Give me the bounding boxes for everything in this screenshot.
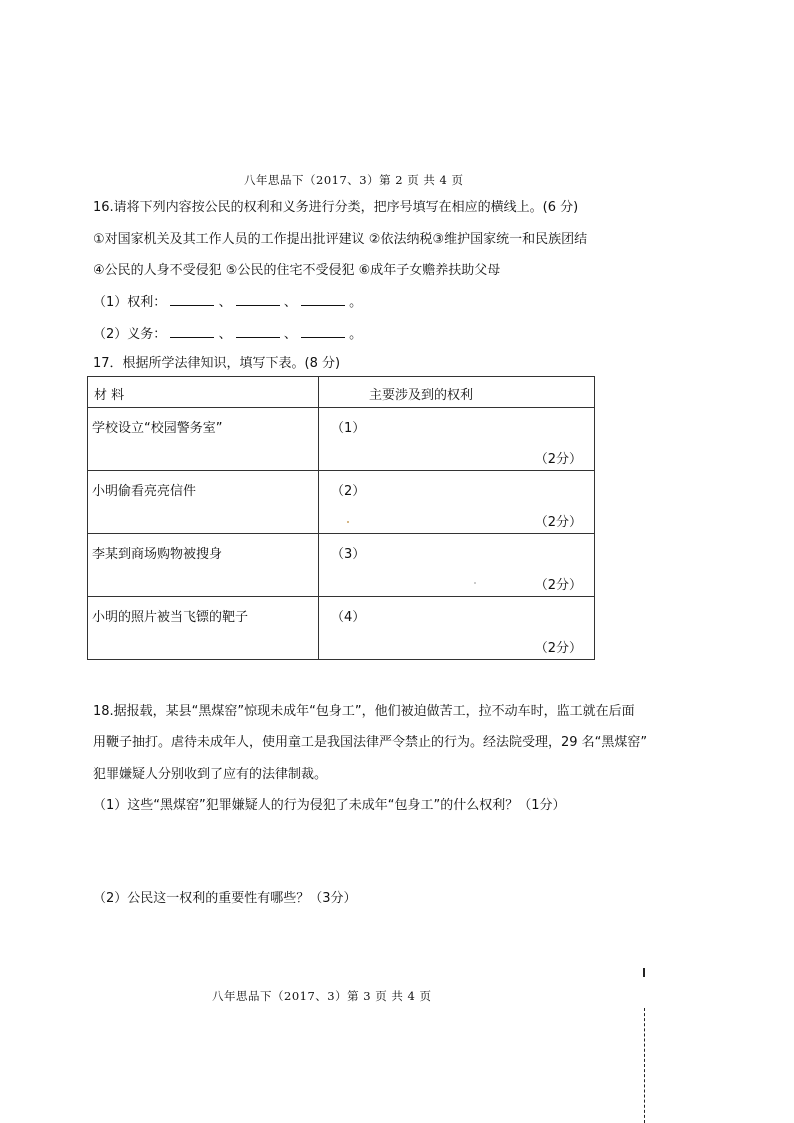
answer-cell[interactable] xyxy=(319,597,595,660)
answer-number: （1） xyxy=(331,421,366,436)
q18-paragraph-line-2: 用鞭子抽打。虐待未成年人，使用童工是我国法律严令禁止的行为。经法院受理，29 名“黑煤窑” xyxy=(93,735,648,750)
answer-cell[interactable] xyxy=(319,408,595,471)
q18-subquestion-1: （1）这些“黑煤窑”犯罪嫌疑人的行为侵犯了未成年“包身工”的什么权利？（1分） xyxy=(93,798,566,813)
score-label: （2分） xyxy=(534,578,582,593)
rights-table xyxy=(87,376,595,660)
q18-paragraph-line-1: 18.据报载，某县“黑煤窑”惊现未成年“包身工”，他们被迫做苦工，拉不动车时，监工就在后面 xyxy=(93,704,635,719)
duties-blank-2[interactable] xyxy=(236,325,280,338)
q18-paragraph-line-3: 犯罪嫌疑人分别收到了应有的法律制裁。 xyxy=(93,767,328,782)
q16-duties-row xyxy=(93,323,362,342)
separator: 、 xyxy=(218,327,232,342)
rights-blank-1[interactable] xyxy=(170,293,214,306)
q16-duties-label: （2）义务： xyxy=(93,327,167,342)
material-cell: 李某到商场购物被搜身 xyxy=(92,547,223,562)
end-mark: 。 xyxy=(349,295,363,310)
table-header-row xyxy=(88,377,595,408)
header-material: 材 料 xyxy=(94,388,125,403)
separator: 、 xyxy=(283,295,297,310)
table-row xyxy=(88,597,595,660)
q18-subquestion-2: （2）公民这一权利的重要性有哪些？（3分） xyxy=(93,891,357,906)
binding-dashed-line xyxy=(644,1008,645,1123)
q16-rights-label: （1）权利： xyxy=(93,295,167,310)
end-mark: 。 xyxy=(349,327,363,342)
duties-blank-3[interactable] xyxy=(301,325,345,338)
score-label: （2分） xyxy=(534,515,582,530)
material-cell: 小明偷看亮亮信件 xyxy=(92,484,197,499)
separator: 、 xyxy=(283,327,297,342)
material-cell: 学校设立“校园警务室” xyxy=(92,421,223,436)
answer-cell[interactable] xyxy=(319,471,595,534)
header-rights-cell xyxy=(319,377,595,408)
rights-blank-3[interactable] xyxy=(301,293,345,306)
material-cell: 小明的照片被当飞镖的靶子 xyxy=(92,610,249,625)
answer-cell[interactable] xyxy=(319,534,595,597)
score-label: （2分） xyxy=(534,641,582,656)
table-row xyxy=(88,534,595,597)
q16-options-line-2: ④公民的人身不受侵犯 ⑤公民的住宅不受侵犯 ⑥成年子女赡养扶助父母 xyxy=(93,263,501,278)
q16-rights-row xyxy=(93,291,362,310)
page-footer-top: 八年思品下（2017、3）第 2 页 共 4 页 xyxy=(244,173,464,187)
score-label: （2分） xyxy=(534,452,582,467)
answer-number: （2） xyxy=(331,484,366,499)
rights-blank-2[interactable] xyxy=(236,293,280,306)
q16-prompt: 16.请将下列内容按公民的权利和义务进行分类，把序号填写在相应的横线上。(6 分) xyxy=(93,200,579,215)
separator: 、 xyxy=(218,295,232,310)
table-row xyxy=(88,471,595,534)
table-row xyxy=(88,408,595,471)
scan-speck xyxy=(474,582,476,584)
scan-speck xyxy=(347,521,349,523)
binding-tick-mark xyxy=(643,968,645,977)
duties-blank-1[interactable] xyxy=(170,325,214,338)
answer-number: （4） xyxy=(331,610,366,625)
header-rights: 主要涉及到的权利 xyxy=(369,388,474,403)
q16-options-line-1: ①对国家机关及其工作人员的工作提出批评建议 ②依法纳税③维护国家统一和民族团结 xyxy=(93,232,588,247)
q17-prompt: 17．根据所学法律知识，填写下表。(8 分) xyxy=(93,356,341,371)
header-material-cell xyxy=(88,377,319,408)
page-footer-bottom: 八年思品下（2017、3）第 3 页 共 4 页 xyxy=(212,989,432,1003)
answer-number: （3） xyxy=(331,547,366,562)
